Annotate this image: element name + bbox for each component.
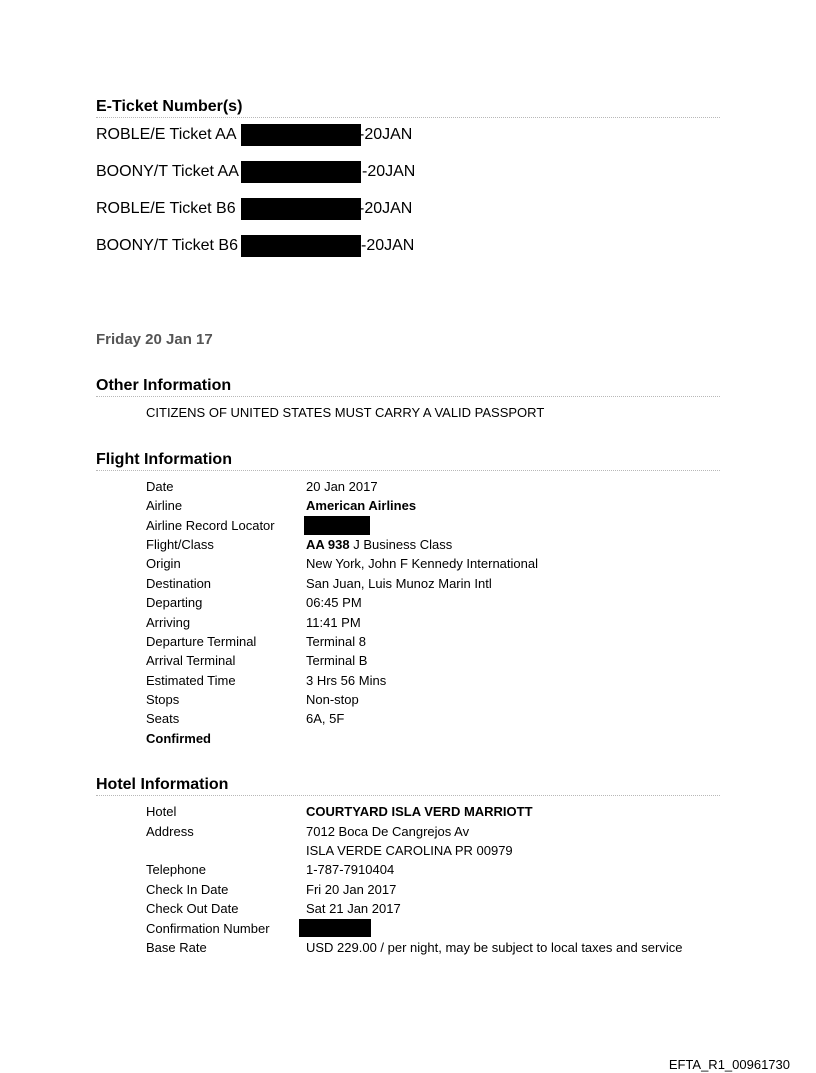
ticket-suffix: -20JAN (359, 126, 413, 143)
estimated-time-value: 3 Hrs 56 Mins (306, 673, 387, 688)
departure-terminal-value: Terminal 8 (306, 634, 366, 649)
flight-date-value: 20 Jan 2017 (306, 479, 378, 494)
ticket-suffix: -20JAN (359, 200, 413, 217)
estimated-time-label: Estimated Time (146, 673, 236, 688)
arrival-terminal-label: Arrival Terminal (146, 653, 236, 668)
address-line-2: ISLA VERDE CAROLINA PR 00979 (306, 843, 513, 858)
hotel-section-title: Hotel Information (96, 776, 720, 796)
origin-label: Origin (146, 556, 181, 571)
arrival-terminal-value: Terminal B (306, 653, 368, 668)
flight-section-title: Flight Information (96, 451, 720, 471)
day-heading: Friday 20 Jan 17 (96, 331, 213, 348)
check-in-label: Check In Date (146, 882, 229, 897)
hotel-label: Hotel (146, 804, 177, 819)
airline-label: Airline (146, 498, 183, 513)
address-line-1: 7012 Boca De Cangrejos Av (306, 824, 470, 839)
destination-value: San Juan, Luis Munoz Marin Intl (306, 576, 492, 591)
flight-status: Confirmed (146, 731, 211, 746)
ticket-row (96, 163, 239, 181)
redaction-block (241, 235, 361, 257)
ticket-suffix: -20JAN (361, 237, 415, 254)
record-locator-redaction (304, 516, 370, 535)
airline-value: American Airlines (306, 498, 417, 513)
redaction-block (241, 124, 361, 146)
stops-label: Stops (146, 692, 180, 707)
departure-terminal-label: Departure Terminal (146, 634, 257, 649)
check-out-label: Check Out Date (146, 901, 239, 916)
eticket-section-title: E-Ticket Number(s) (96, 98, 720, 118)
destination-label: Destination (146, 576, 212, 591)
redaction-block (241, 161, 361, 183)
base-rate-value: USD 229.00 / per night, may be subject to local taxes and service (306, 940, 683, 955)
seats-value: 6A, 5F (306, 711, 345, 726)
check-out-value: Sat 21 Jan 2017 (306, 901, 401, 916)
seats-label: Seats (146, 711, 180, 726)
confirmation-number-redaction (299, 919, 371, 937)
passport-note: CITIZENS OF UNITED STATES MUST CARRY A VALID PASSPORT (146, 405, 545, 420)
base-rate-label: Base Rate (146, 940, 207, 955)
flight-class-value (306, 537, 452, 552)
ticket-row (96, 200, 236, 218)
record-locator-label: Airline Record Locator (146, 518, 275, 533)
ticket-row (96, 126, 237, 144)
origin-value: New York, John F Kennedy International (306, 556, 538, 571)
ticket-prefix: ROBLE/E Ticket AA (96, 126, 237, 143)
stops-value: Non-stop (306, 692, 359, 707)
confirmation-number-label: Confirmation Number (146, 921, 270, 936)
check-in-value: Fri 20 Jan 2017 (306, 882, 397, 897)
ticket-prefix: BOONY/T Ticket B6 (96, 237, 238, 254)
arriving-value: 11:41 PM (306, 615, 361, 630)
ticket-row (96, 237, 238, 255)
flight-number: AA 938 (306, 537, 350, 552)
ticket-prefix: BOONY/T Ticket AA (96, 163, 239, 180)
ticket-suffix: -20JAN (362, 163, 416, 180)
address-label: Address (146, 824, 194, 839)
flight-date-label: Date (146, 479, 174, 494)
ticket-prefix: ROBLE/E Ticket B6 (96, 200, 236, 217)
telephone-label: Telephone (146, 862, 206, 877)
hotel-name: COURTYARD ISLA VERD MARRIOTT (306, 804, 533, 819)
other-section-title: Other Information (96, 377, 720, 397)
redaction-block (241, 198, 361, 220)
departing-value: 06:45 PM (306, 595, 362, 610)
document-id: EFTA_R1_00961730 (668, 1057, 790, 1072)
telephone-value: 1-787-7910404 (306, 862, 395, 877)
flight-class-label: Flight/Class (146, 537, 214, 552)
cabin-class: J Business Class (353, 537, 453, 552)
departing-label: Departing (146, 595, 203, 610)
arriving-label: Arriving (146, 615, 191, 630)
